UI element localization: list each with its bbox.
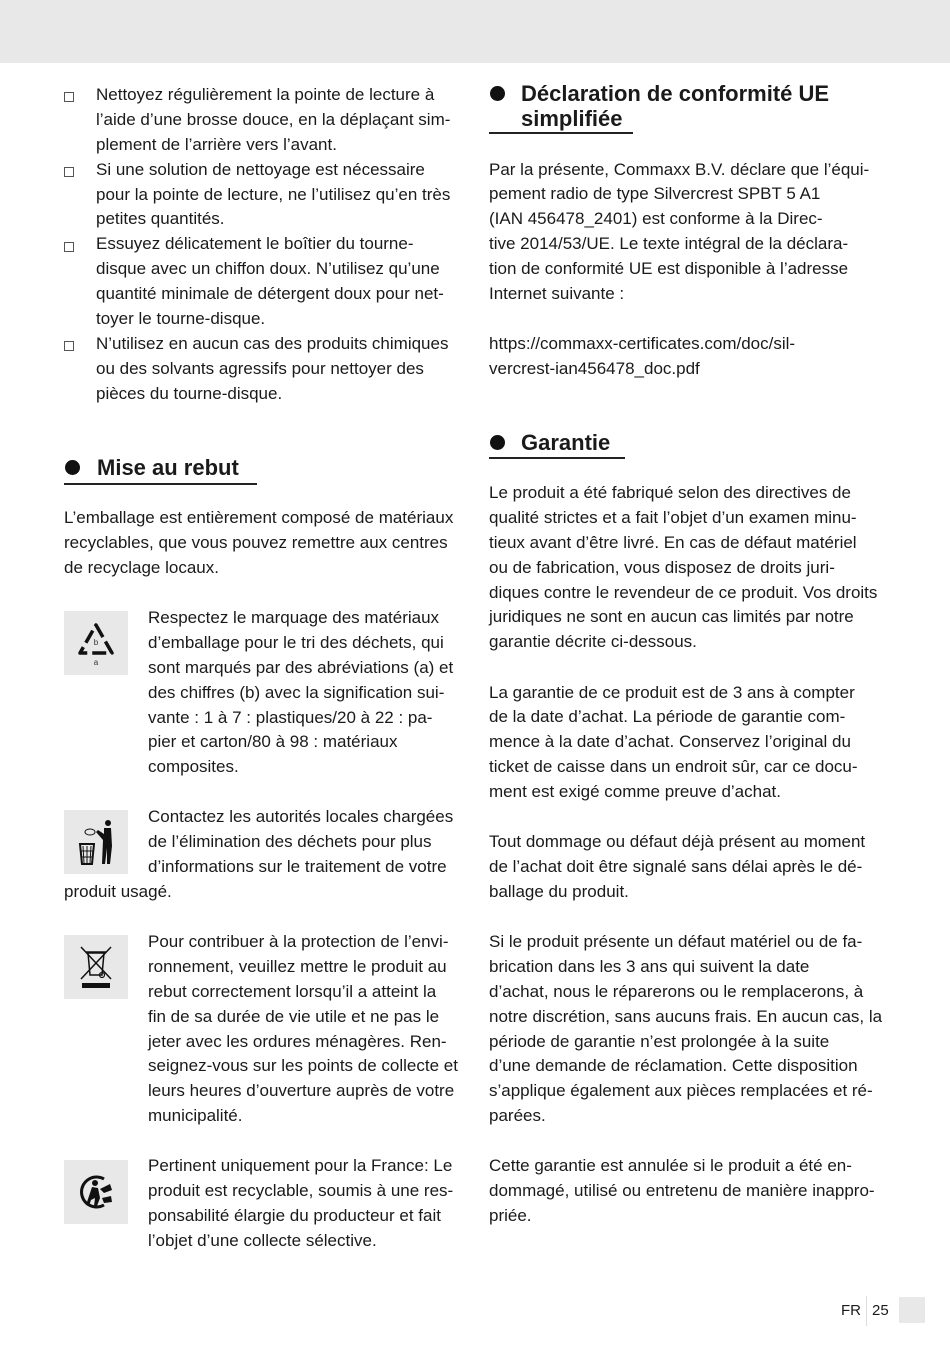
text-line: priée. xyxy=(489,1205,532,1225)
text-line: d’emballage pour le tri des déchets, qui xyxy=(148,632,444,652)
text-line: période de garantie n’est prolongée à la suite xyxy=(489,1031,830,1051)
text-line: Par la présente, Commaxx B.V. déclare que l’équi- xyxy=(489,159,870,179)
text-line: de recyclage locaux. xyxy=(64,557,219,577)
text-line: dommagé, utilisé ou entretenu de manière inappro- xyxy=(489,1180,875,1200)
text-line: ronnement, veuillez mettre le produit au xyxy=(148,956,447,976)
warranty-paragraph xyxy=(489,930,882,1129)
text-line: l’objet d’une collecte sélective. xyxy=(148,1230,377,1250)
recycling-symbol-icon xyxy=(64,611,128,675)
text-line: Si le produit présente un défaut matériel ou de fa- xyxy=(489,932,863,951)
text-line: Pour contribuer à la protection de l’envi- xyxy=(148,932,449,951)
text-line: jeter avec les ordures ménagères. Ren- xyxy=(148,1031,447,1051)
svg-text:a: a xyxy=(93,658,99,667)
text-line: leurs heures d’ouverture auprès de votre xyxy=(148,1081,455,1101)
text-line: recyclables, que vous pouvez remettre aux centres xyxy=(64,532,448,552)
text-line: Internet suivante : xyxy=(489,283,625,303)
bullet-square xyxy=(64,92,74,102)
text-line: tieux avant d’être livré. En cas de défaut matériel xyxy=(489,532,857,552)
text-line: notre discrétion, sans aucuns frais. En aucun cas, la xyxy=(489,1006,883,1026)
text-line: Respectez le marquage des matériaux xyxy=(148,608,440,627)
triman-text xyxy=(148,1154,453,1254)
text-line: Essuyez délicatement le boîtier du tourne- xyxy=(96,234,414,254)
warranty-paragraph xyxy=(489,481,877,655)
text-line: ou des solvants agressifs pour nettoyer des xyxy=(96,358,424,378)
text-line: d’informations sur le traitement de votre xyxy=(148,856,447,876)
text-line: ticket de caisse dans un endroit sûr, car ce docu- xyxy=(489,757,858,777)
heading-bullet xyxy=(65,460,80,475)
text-line: l’aide d’une brosse douce, en la déplaçant sim- xyxy=(96,109,451,129)
bin-text xyxy=(148,805,453,880)
text-line: Si une solution de nettoyage est nécessaire xyxy=(96,159,425,179)
text-line: s’applique également aux pièces remplacées et ré- xyxy=(489,1081,873,1101)
text-line: ballage du produit. xyxy=(489,881,629,901)
heading-line: Déclaration de conformité UE xyxy=(521,81,830,106)
text-line: (IAN 456478_2401) est conforme à la Direc- xyxy=(489,209,823,229)
text-line: La garantie de ce produit est de 3 ans à compter xyxy=(489,682,855,702)
tidyman-bin-icon xyxy=(64,810,128,874)
text-line: brication dans les 3 ans qui suivent la date xyxy=(489,956,810,976)
text-line: tive 2014/53/UE. Le texte intégral de la déclara- xyxy=(489,234,849,254)
text-line: ponsabilité élargie du producteur et fait xyxy=(148,1205,441,1225)
text-line: L’emballage est entièrement composé de matériaux xyxy=(64,508,454,527)
recycling-text xyxy=(148,606,453,780)
text-line: municipalité. xyxy=(148,1106,243,1126)
text-line: pement radio de type Silvercrest SPBT 5 A1 xyxy=(489,184,821,204)
heading-underline xyxy=(489,132,633,134)
text-line: ou de fabrication, vous disposez de droits juri- xyxy=(489,557,835,577)
text-line: d’achat, nous le réparerons ou le remplacerons, à xyxy=(489,981,864,1001)
triman-icon xyxy=(64,1160,128,1224)
care-item xyxy=(96,83,450,158)
footer-divider xyxy=(866,1296,867,1326)
warranty-paragraph xyxy=(489,830,865,905)
text-line: d’une demande de réclamation. Cette disposition xyxy=(489,1056,858,1076)
bullet-square xyxy=(64,242,74,252)
text-line: Le produit a été fabriqué selon des directives de xyxy=(489,483,851,502)
text-line: produit usagé. xyxy=(64,881,172,901)
text-line: garantie décrite ci-dessous. xyxy=(489,632,697,652)
page-tab-marker xyxy=(899,1297,925,1323)
text-line: de l’achat doit être signalé sans délai après le dé- xyxy=(489,856,863,876)
text-line: Contactez les autorités locales chargées xyxy=(148,807,454,826)
disposal-intro xyxy=(64,506,453,581)
text-line: vante : 1 à 7 : plastiques/20 à 22 : pa- xyxy=(148,707,433,727)
care-item xyxy=(96,332,448,407)
text-line: ment est exigé comme preuve d’achat. xyxy=(489,782,781,802)
text-line: qualité strictes et a fait l’objet d’un examen minu- xyxy=(489,507,857,527)
text-line: pour la pointe de lecture, ne l’utilisez qu’en très xyxy=(96,184,451,204)
bullet-square xyxy=(64,167,74,177)
text-line: de la date d’achat. La période de garantie com- xyxy=(489,707,846,727)
text-line: juridiques ne sont en aucun cas limités par notre xyxy=(489,607,854,627)
disposal-heading: Mise au rebut xyxy=(97,455,239,480)
language-code: FR xyxy=(841,1302,861,1319)
text-line: seignez-vous sur les points de collecte et xyxy=(148,1056,458,1076)
svg-text:b: b xyxy=(93,638,99,647)
declaration-url xyxy=(489,332,795,382)
text-line: sont marqués par des abréviations (a) et xyxy=(148,657,454,677)
text-line: Cette garantie est annulée si le produit a été en- xyxy=(489,1156,852,1175)
heading-line: simplifiée xyxy=(521,106,623,131)
crossed-bin-weee-icon xyxy=(64,935,128,999)
text-line: quantité minimale de détergent doux pour net- xyxy=(96,284,444,304)
heading-bullet xyxy=(490,86,505,101)
warranty-paragraph xyxy=(489,1154,875,1229)
care-item xyxy=(96,158,450,233)
top-bar xyxy=(0,0,950,63)
text-line: vercrest-ian456478_doc.pdf xyxy=(489,358,700,378)
text-line: produit est recyclable, soumis à une res- xyxy=(148,1180,454,1200)
text-line: des chiffres (b) avec la signification sui- xyxy=(148,682,445,702)
text-line: tion de conformité UE est disponible à l’adresse xyxy=(489,259,849,279)
text-line: rebut correctement lorsqu’il a atteint la xyxy=(148,981,437,1001)
text-line: toyer le tourne-disque. xyxy=(96,309,266,329)
text-line: pier et carton/80 à 98 : matériaux xyxy=(148,732,398,752)
warranty-heading: Garantie xyxy=(521,430,611,455)
declaration-heading xyxy=(521,81,829,131)
heading-underline xyxy=(489,457,625,459)
text-line: plement de l’arrière vers l’avant. xyxy=(96,134,337,154)
bullet-square xyxy=(64,341,74,351)
heading-bullet xyxy=(490,435,505,450)
text-line: https://commaxx-certificates.com/doc/sil- xyxy=(489,334,796,353)
bin-text-last xyxy=(64,880,172,905)
text-line: Tout dommage ou défaut déjà présent au moment xyxy=(489,832,866,851)
declaration-text xyxy=(489,158,869,307)
text-line: fin de sa durée de vie utile et ne pas le xyxy=(148,1006,440,1026)
text-line: Nettoyez régulièrement la pointe de lecture à xyxy=(96,85,435,104)
text-line: mence à la date d’achat. Conservez l’original du xyxy=(489,732,851,752)
heading-underline xyxy=(64,483,257,485)
text-line: Pertinent uniquement pour la France: Le xyxy=(148,1156,453,1175)
text-line: parées. xyxy=(489,1106,546,1126)
weee-text xyxy=(148,930,458,1129)
text-line: disque avec un chiffon doux. N’utilisez qu’une xyxy=(96,259,440,279)
warranty-paragraph xyxy=(489,681,858,805)
text-line: composites. xyxy=(148,757,239,777)
page-number: 25 xyxy=(872,1302,889,1319)
text-line: petites quantités. xyxy=(96,209,225,229)
text-line: de l’élimination des déchets pour plus xyxy=(148,831,432,851)
text-line: N’utilisez en aucun cas des produits chimiques xyxy=(96,334,449,353)
text-line: pièces du tourne-disque. xyxy=(96,383,283,403)
care-item xyxy=(96,232,444,332)
text-line: diques contre le revendeur de ce produit. Vos droits xyxy=(489,582,878,602)
